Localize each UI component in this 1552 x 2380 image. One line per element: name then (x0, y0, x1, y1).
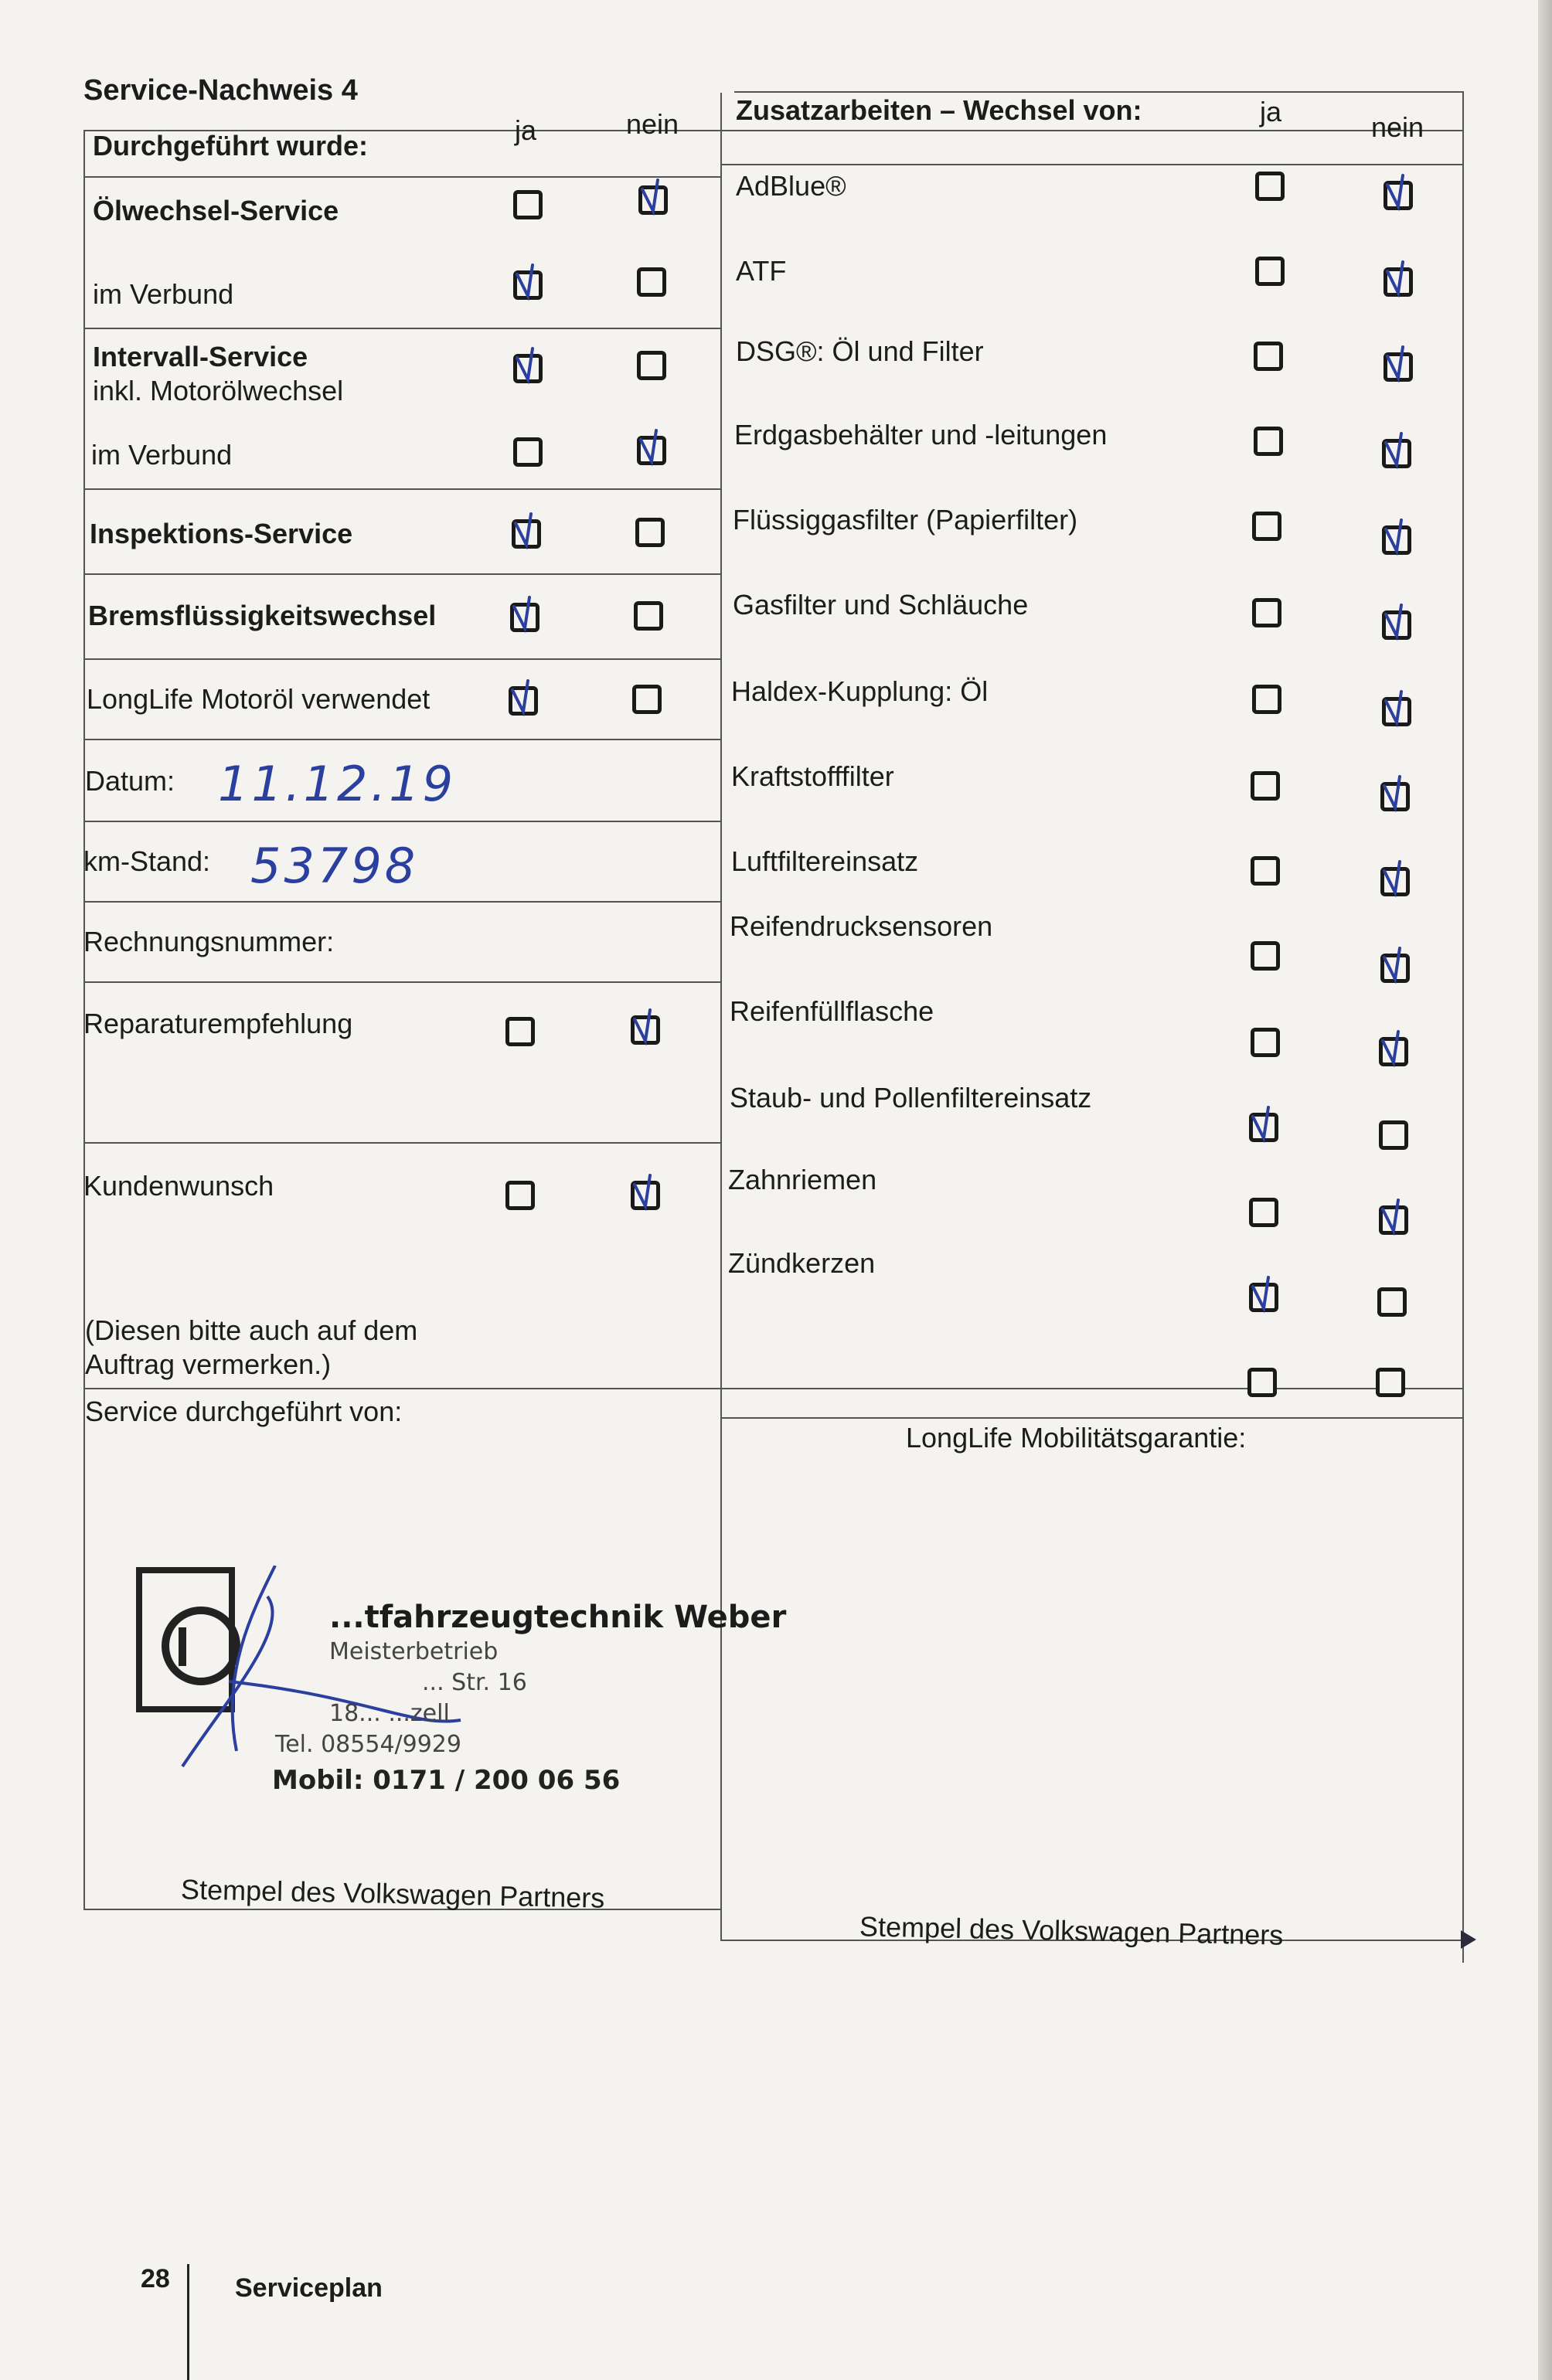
reparaturempfehlung-label: Reparaturempfehlung (83, 1008, 353, 1039)
kundenwunsch-note-1: (Diesen bitte auch auf dem (85, 1314, 418, 1346)
checkmark-icon (1373, 857, 1417, 900)
checkbox-erdgas-nein[interactable] (1382, 439, 1411, 468)
checkbox-longlife-ja[interactable] (509, 686, 538, 716)
checkmark-icon (1375, 687, 1418, 730)
datum-value: 11.12.19 (218, 756, 457, 812)
stamp-line-4: Tel. 08554/9929 (275, 1731, 461, 1758)
row-oelwechsel-label: Ölwechsel-Service (93, 195, 339, 226)
page-number: 28 (141, 2264, 170, 2293)
checkbox-erdgas-ja[interactable] (1254, 427, 1283, 456)
right-header-top-border (734, 91, 1464, 93)
checkbox-haldex-nein[interactable] (1382, 697, 1411, 726)
next-page-arrow-icon (1461, 1930, 1476, 1949)
checkmark-icon (1373, 772, 1417, 815)
checkbox-gasfilter-ja[interactable] (1252, 598, 1281, 627)
checkmark-icon (1372, 1027, 1415, 1070)
right-header-label: Zusatzarbeiten – Wechsel von: (736, 94, 1142, 126)
row-reifendruck-label: Reifendrucksensoren (730, 910, 993, 942)
checkmark-icon (631, 175, 675, 219)
row-pollenfilter-label: Staub- und Pollenfiltereinsatz (730, 1082, 1092, 1114)
checkbox-verbund2-ja[interactable] (513, 437, 543, 467)
checkbox-bremse-ja[interactable] (510, 603, 539, 632)
row-zahnriemen-label: Zahnriemen (728, 1164, 877, 1195)
checkbox-fluessiggas-nein[interactable] (1382, 525, 1411, 555)
checkbox-kundenwunsch-nein[interactable] (631, 1181, 660, 1210)
row-kraftstofffilter-label: Kraftstofffilter (731, 760, 894, 792)
checkmark-icon (506, 260, 550, 304)
row-fluessiggas-label: Flüssiggasfilter (Papierfilter) (733, 504, 1078, 536)
checkbox-adblue-nein[interactable] (1384, 181, 1413, 210)
datum-label: Datum: (85, 765, 175, 797)
stamp-caption-left: Stempel des Volkswagen Partners (180, 1873, 605, 1914)
right-header-ja: ja (1260, 96, 1282, 128)
row-divider (83, 821, 720, 822)
checkbox-pollenfilter-ja[interactable] (1249, 1113, 1278, 1142)
left-header-nein: nein (626, 108, 679, 140)
checkmark-icon (505, 509, 548, 552)
checkmark-icon (630, 426, 673, 469)
checkbox-verbund1-nein[interactable] (637, 267, 666, 297)
checkmark-icon (1242, 1273, 1285, 1316)
checkbox-zuendkerzen-ja[interactable] (1249, 1283, 1278, 1312)
row-adblue-label: AdBlue® (736, 170, 846, 202)
row-divider (83, 658, 720, 660)
mobilitaet-label: LongLife Mobilitätsgarantie: (906, 1422, 1247, 1454)
checkbox-intervall-ja[interactable] (513, 354, 543, 383)
stamp-line-3: 18... ...zell (329, 1700, 450, 1727)
stamp-line-2: ... Str. 16 (422, 1669, 527, 1696)
checkbox-verbund2-nein[interactable] (637, 436, 666, 465)
checkbox-oelwechsel-nein[interactable] (638, 185, 668, 215)
left-header-label: Durchgeführt wurde: (93, 130, 368, 162)
footer-section: Serviceplan (235, 2273, 383, 2303)
checkbox-dsg-nein[interactable] (1384, 352, 1413, 382)
page-title: Service-Nachweis 4 (83, 74, 358, 107)
row-divider (83, 981, 720, 983)
dealer-stamp (136, 1566, 787, 1828)
checkbox-zahnriemen-nein[interactable] (1379, 1205, 1408, 1235)
checkbox-kraftstoff-nein[interactable] (1380, 782, 1410, 811)
checkbox-intervall-nein[interactable] (637, 351, 666, 380)
checkbox-luftfilter-nein[interactable] (1380, 867, 1410, 896)
row-reifenfuellflasche-label: Reifenfüllflasche (730, 995, 934, 1027)
stamp-company-name: ...tfahrzeugtechnik Weber (329, 1600, 787, 1635)
checkbox-reifenfuell-nein[interactable] (1379, 1037, 1408, 1066)
kundenwunsch-label: Kundenwunsch (83, 1170, 274, 1202)
checkmark-icon (1373, 944, 1417, 987)
checkbox-empty-nein[interactable] (1376, 1368, 1405, 1397)
row-divider (83, 739, 720, 740)
stamp-caption-right: Stempel des Volkswagen Partners (859, 1910, 1284, 1951)
checkbox-fluessiggas-ja[interactable] (1252, 512, 1281, 541)
row-gasfilter-label: Gasfilter und Schläuche (733, 589, 1029, 620)
checkbox-haldex-ja[interactable] (1252, 685, 1281, 714)
checkbox-dsg-ja[interactable] (1254, 342, 1283, 371)
checkbox-kraftstoff-ja[interactable] (1251, 771, 1280, 801)
checkmark-icon (506, 344, 550, 387)
checkbox-reifendruck-ja[interactable] (1251, 941, 1280, 971)
checkmark-icon (624, 1171, 667, 1214)
right-header-nein: nein (1371, 111, 1424, 143)
checkbox-inspektion-ja[interactable] (512, 519, 541, 549)
checkbox-adblue-ja[interactable] (1255, 172, 1285, 201)
checkbox-atf-nein[interactable] (1384, 267, 1413, 297)
row-oelwechsel-verbund-label: im Verbund (93, 278, 234, 310)
row-divider (83, 328, 720, 329)
checkmark-icon (1377, 342, 1420, 386)
checkmark-icon (1375, 515, 1418, 559)
page-edge (1538, 0, 1552, 2380)
checkbox-verbund1-ja[interactable] (513, 270, 543, 300)
row-divider (83, 573, 720, 575)
row-intervall-label: Intervall-Service (93, 341, 308, 372)
checkmark-icon (1375, 429, 1418, 472)
checkbox-gasfilter-nein[interactable] (1382, 610, 1411, 640)
checkmark-icon (503, 593, 546, 636)
checkmark-icon (1372, 1195, 1415, 1239)
stamp-mobile: Mobil: 0171 / 200 06 56 (272, 1765, 621, 1796)
checkmark-icon (1242, 1103, 1285, 1146)
service-by-label: Service durchgeführt von: (85, 1396, 403, 1427)
table-right-border (1462, 93, 1464, 1963)
checkbox-empty-ja[interactable] (1247, 1368, 1277, 1397)
row-haldex-label: Haldex-Kupplung: Öl (731, 675, 989, 707)
row-inspektion-label: Inspektions-Service (90, 518, 353, 549)
checkbox-reifendruck-nein[interactable] (1380, 954, 1410, 983)
row-atf-label: ATF (736, 255, 787, 287)
checkmark-icon (1377, 171, 1420, 214)
checkbox-longlife-nein[interactable] (632, 685, 662, 714)
checkbox-reifenfuell-ja[interactable] (1251, 1028, 1280, 1057)
checkmark-icon (1377, 257, 1420, 301)
checkmark-icon (624, 1005, 667, 1049)
rechnungsnummer-label: Rechnungsnummer: (83, 926, 335, 957)
checkmark-icon (502, 676, 545, 719)
right-header-bottom-border (720, 164, 1464, 165)
row-luftfilter-label: Luftfiltereinsatz (731, 845, 919, 877)
checkbox-inspektion-nein[interactable] (635, 518, 665, 547)
checkbox-zuendkerzen-nein[interactable] (1377, 1287, 1407, 1317)
checkbox-luftfilter-ja[interactable] (1251, 856, 1280, 886)
row-longlife-label: LongLife Motoröl verwendet (87, 683, 431, 715)
row-divider (83, 901, 720, 903)
row-dsg-label: DSG®: Öl und Filter (736, 335, 984, 367)
kundenwunsch-note-2: Auftrag vermerken.) (85, 1348, 332, 1380)
checkbox-oelwechsel-ja[interactable] (513, 190, 543, 219)
row-bremsfluessigkeit-label: Bremsflüssigkeitswechsel (88, 600, 437, 631)
row-intervall-sub-label: inkl. Motorölwechsel (93, 375, 344, 406)
checkbox-reparatur-ja[interactable] (505, 1017, 535, 1046)
checkbox-bremse-nein[interactable] (634, 601, 663, 631)
km-stand-value: 53798 (250, 838, 419, 894)
row-divider (720, 1417, 1464, 1419)
left-header-bottom-border (83, 176, 720, 178)
row-divider (83, 1142, 720, 1144)
stamp-line-1: Meisterbetrieb (329, 1638, 499, 1665)
km-stand-label: km-Stand: (83, 845, 211, 877)
row-zuendkerzen-label: Zündkerzen (728, 1247, 876, 1279)
left-header-ja: ja (515, 114, 537, 146)
row-erdgas-label: Erdgasbehälter und -leitungen (734, 419, 1108, 450)
row-divider (83, 488, 720, 490)
checkbox-atf-ja[interactable] (1255, 257, 1285, 286)
checkbox-pollenfilter-nein[interactable] (1379, 1120, 1408, 1150)
checkbox-reparatur-nein[interactable] (631, 1015, 660, 1045)
checkbox-zahnriemen-ja[interactable] (1249, 1198, 1278, 1227)
checkmark-icon (1375, 600, 1418, 644)
footer-divider (187, 2264, 189, 2380)
checkbox-kundenwunsch-ja[interactable] (505, 1181, 535, 1210)
row-intervall-verbund-label: im Verbund (91, 439, 233, 471)
